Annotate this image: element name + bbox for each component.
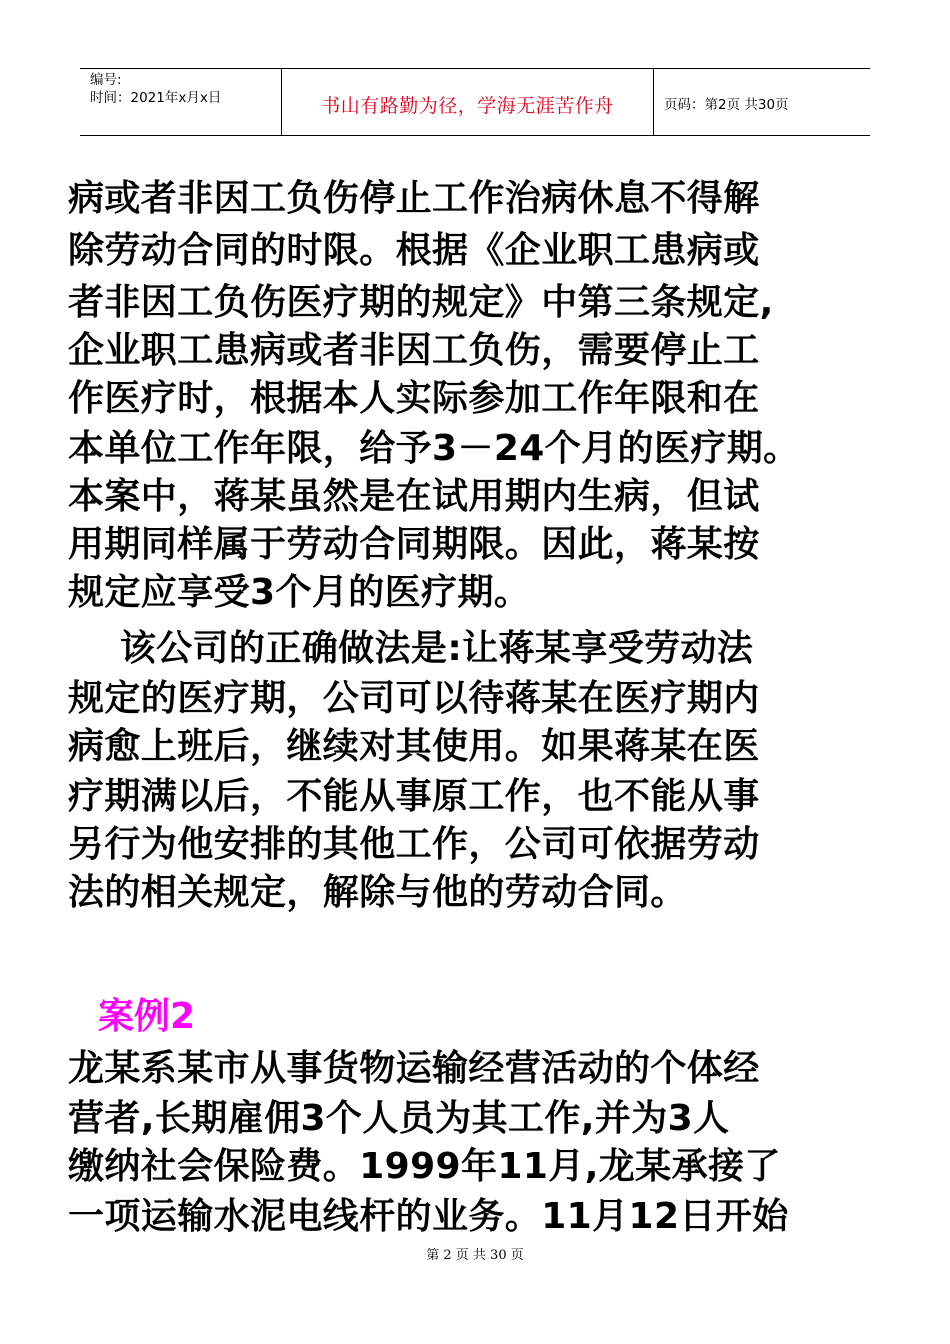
serial-label: 编号: [90,72,122,88]
time-label: 时间：2021年x月x日 [90,90,222,106]
case-line: 缴纳社会保险费。1999年11月,龙某承接了 [68,1146,781,1187]
body-line: 疗期满以后，不能从事原工作，也不能从事 [68,776,760,817]
case-line: 一项运输水泥电线杆的业务。11月12日开始 [68,1196,789,1237]
body-line: 病或者非因工负伤停止工作治病休息不得解 [68,178,760,219]
body-line: 除劳动合同的时限。根据《企业职工患病或 [68,230,760,271]
body-line: 本单位工作年限，给予3－24个月的医疗期。 [68,428,800,469]
body-line: 规定的医疗期，公司可以待蒋某在医疗期内 [68,678,760,719]
body-line: 病愈上班后，继续对其使用。如果蒋某在医 [68,726,760,767]
body-line: 该公司的正确做法是:让蒋某享受劳动法 [68,628,754,669]
header-page-cell [654,69,870,135]
body-line: 法的相关规定，解除与他的劳动合同。 [68,872,687,913]
body-line: 规定应享受3个月的医疗期。 [68,572,531,613]
body-line: 企业职工患病或者非因工负伤，需要停止工 [68,330,760,371]
motto: 书山有路勤为径，学海无涯苦作舟 [321,95,614,117]
body-line: 另行为他安排的其他工作，公司可依据劳动 [68,824,760,865]
body-line: 用期同样属于劳动合同期限。因此，蒋某按 [68,524,760,565]
body-line: 本案中，蒋某虽然是在试用期内生病，但试 [68,476,760,517]
header-meta-cell [80,69,282,135]
case-line: 龙某系某市从事货物运输经营活动的个体经 [68,1048,760,1089]
body-line: 作医疗时，根据本人实际参加工作年限和在 [68,378,760,419]
case-title: 案例2 [98,996,196,1037]
page-footer: 第 2 页 共 30 页 [426,1248,524,1263]
body-line: 者非因工负伤医疗期的规定》中第三条规定, [68,282,774,323]
document-header [80,68,870,136]
case-line: 营者,长期雇佣3个人员为其工作,并为3人 [68,1098,730,1139]
header-motto-cell [282,69,654,135]
page-info: 页码：第2页 共30页 [664,97,789,113]
